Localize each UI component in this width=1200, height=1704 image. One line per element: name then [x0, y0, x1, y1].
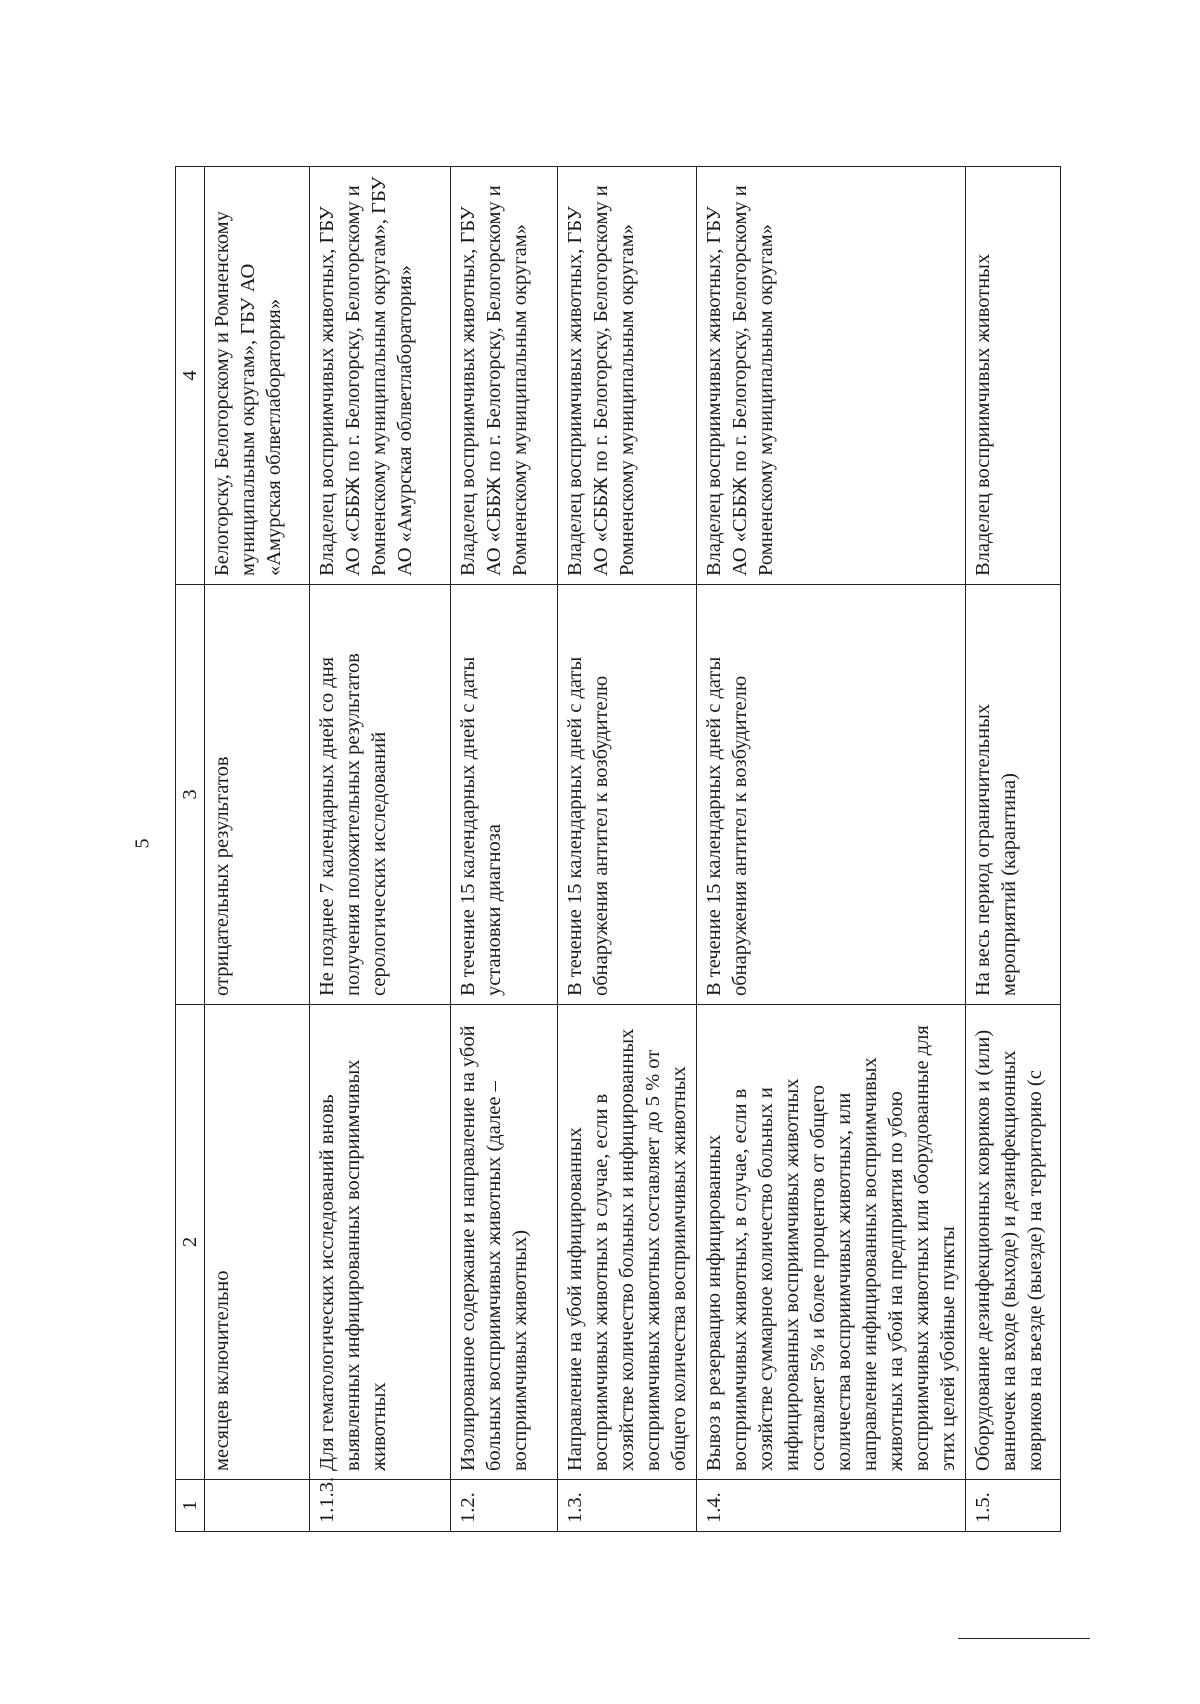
row-number: 1.2. [451, 1480, 558, 1532]
row-measure: Оборудование дезинфекционных ковриков и (или) ванночек на входе (выходе) и дезинфекционных ковриков на въезде (выезде) на территорию (с [966, 1005, 1061, 1480]
row-responsible: Белогорску, Белогорскому и Ромненскому муниципальным округам», ГБУ АО «Амурская облветлаборатория» [205, 167, 310, 585]
row-term: В течение 15 календарных дней с даты обнаружения антител к возбудителю [558, 585, 697, 1005]
row-measure: месяцев включительно [205, 1005, 310, 1480]
row-number: 1.5. [966, 1480, 1061, 1532]
row-measure: Направление на убой инфицированных восприимчивых животных в случае, если в хозяйстве количество больных и инфицированных восприимчивых животных составляет до 5 % от общего количества восприимчивых животных [558, 1005, 697, 1480]
bottom-rule-line [958, 1638, 1090, 1639]
table-row [966, 167, 1061, 1532]
row-responsible: Владелец восприимчивых животных [966, 167, 1061, 585]
table-row [697, 167, 966, 1532]
row-number: 1.3. [558, 1480, 697, 1532]
table-rotation-wrapper [175, 167, 1075, 1532]
row-number: 1.1.3. [310, 1480, 451, 1532]
page-number: 5 [131, 838, 154, 849]
row-term: В течение 15 календарных дней с даты обнаружения антител к возбудителю [697, 585, 966, 1005]
table-row [451, 167, 558, 1532]
row-number [205, 1480, 310, 1532]
column-header-2: 2 [176, 1005, 205, 1480]
table-header-row [176, 167, 205, 1532]
row-measure: Для гематологических исследований вновь выявленных инфицированных восприимчивых животных [310, 1005, 451, 1480]
column-header-1: 1 [176, 1480, 205, 1532]
row-term: Не позднее 7 календарных дней со дня получения положительных результатов серологических исследований [310, 585, 451, 1005]
row-responsible: Владелец восприимчивых животных, ГБУ АО «СББЖ по г. Белогорску, Белогорскому и Ромненскому муниципальным округам» [451, 167, 558, 585]
row-number: 1.4. [697, 1480, 966, 1532]
column-header-4: 4 [176, 167, 205, 585]
row-responsible: Владелец восприимчивых животных, ГБУ АО «СББЖ по г. Белогорску, Белогорскому и Ромненскому муниципальным округам» [558, 167, 697, 585]
row-measure: Изолированное содержание и направление на убой больных восприимчивых животных (далее – восприимчивых животных) [451, 1005, 558, 1480]
table-row [205, 167, 310, 1532]
row-responsible: Владелец восприимчивых животных, ГБУ АО «СББЖ по г. Белогорску, Белогорскому и Ромненскому муниципальным округам» [697, 167, 966, 585]
row-term: На весь период ограничительных мероприятий (карантина) [966, 585, 1061, 1005]
row-term: В течение 15 календарных дней с даты установки диагноза [451, 585, 558, 1005]
row-measure: Вывоз в резервацию инфицированных восприимчивых животных, в случае, если в хозяйстве суммарное количество больных и инфицированных восприимчивых животных составляет 5% и более процентов от общего количества восприимчивых животных, или направление инфицированных восприимчивых животных на убой на предприятия по убою восприимчивых животных или оборудованные для этих целей убойные пункты [697, 1005, 966, 1480]
table-row [558, 167, 697, 1532]
measures-table [175, 166, 1061, 1532]
row-term: отрицательных результатов [205, 585, 310, 1005]
column-header-3: 3 [176, 585, 205, 1005]
table-row [310, 167, 451, 1532]
row-responsible: Владелец восприимчивых животных, ГБУ АО «СББЖ по г. Белогорску, Белогорскому и Ромненскому муниципальным округам», ГБУ АО «Амурская облветлаборатория» [310, 167, 451, 585]
